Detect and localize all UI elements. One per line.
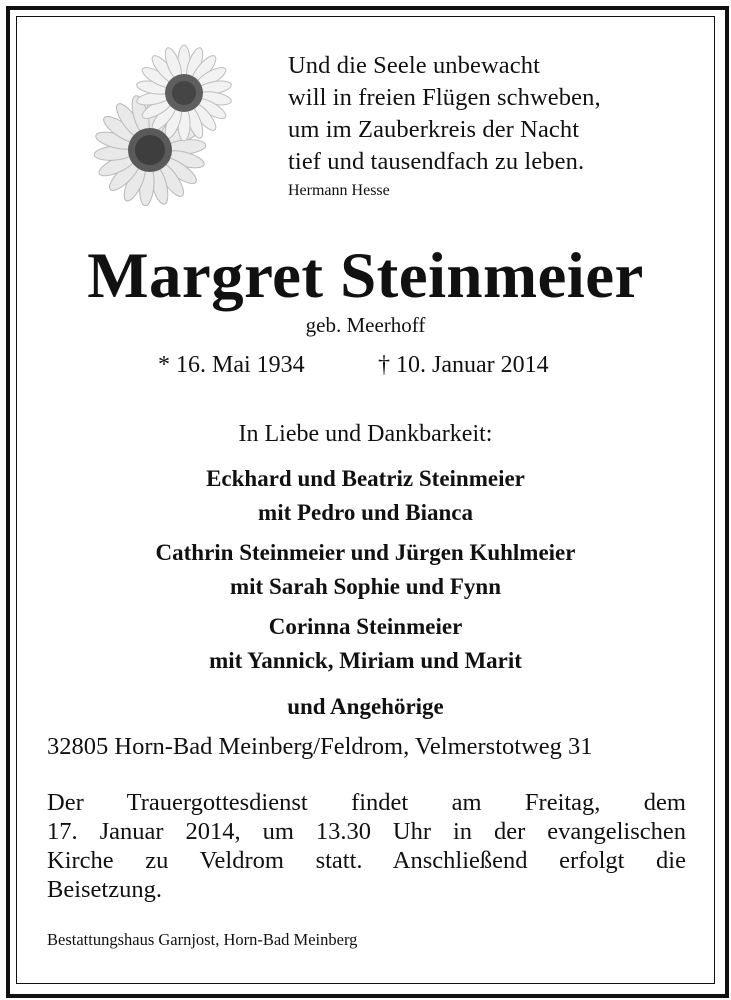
mourner-line: mit Yannick, Miriam und Marit xyxy=(209,648,522,673)
mourner-line: Eckhard und Beatriz Steinmeier xyxy=(206,466,525,491)
mourner-line: mit Sarah Sophie und Fynn xyxy=(230,574,501,599)
sunflower-icon xyxy=(86,36,236,216)
mourners-list xyxy=(0,462,731,724)
poem-line: will in freien Flügen schweben, xyxy=(288,84,601,111)
funeral-home: Bestattungshaus Garnjost, Horn-Bad Meinberg xyxy=(47,930,358,949)
mourner-line: Cathrin Steinmeier und Jürgen Kuhlmeier xyxy=(155,540,576,565)
poem-block xyxy=(288,50,708,201)
maiden-name: geb. Meerhoff xyxy=(305,313,426,337)
mourner-line: und Angehörige xyxy=(287,694,444,719)
service-notice xyxy=(47,788,686,904)
poem-line: Und die Seele unbewacht xyxy=(288,52,540,79)
service-line: Kirche zu Veldrom statt. Anschließend erfolgt die xyxy=(47,847,686,874)
service-line: 17. Januar 2014, um 13.30 Uhr in der evangelischen xyxy=(47,818,686,845)
mourners-intro: In Liebe und Dankbarkeit: xyxy=(238,421,493,447)
deceased-name: Margret Steinmeier xyxy=(87,240,644,312)
death-date: † 10. Januar 2014 xyxy=(378,352,549,378)
mourner-line: Corinna Steinmeier xyxy=(268,614,463,639)
address: 32805 Horn-Bad Meinberg/Feldrom, Velmerstotweg 31 xyxy=(47,733,593,760)
birth-date: * 16. Mai 1934 xyxy=(158,352,305,378)
mourner-line: mit Pedro und Bianca xyxy=(258,500,473,525)
poem-line: tief und tausendfach zu leben. xyxy=(288,148,585,175)
poem-author: Hermann Hesse xyxy=(288,182,390,199)
service-line: Beisetzung. xyxy=(47,876,162,903)
service-line: Der Trauergottesdienst findet am Freitag, dem xyxy=(47,789,686,816)
poem-line: um im Zauberkreis der Nacht xyxy=(288,116,580,143)
